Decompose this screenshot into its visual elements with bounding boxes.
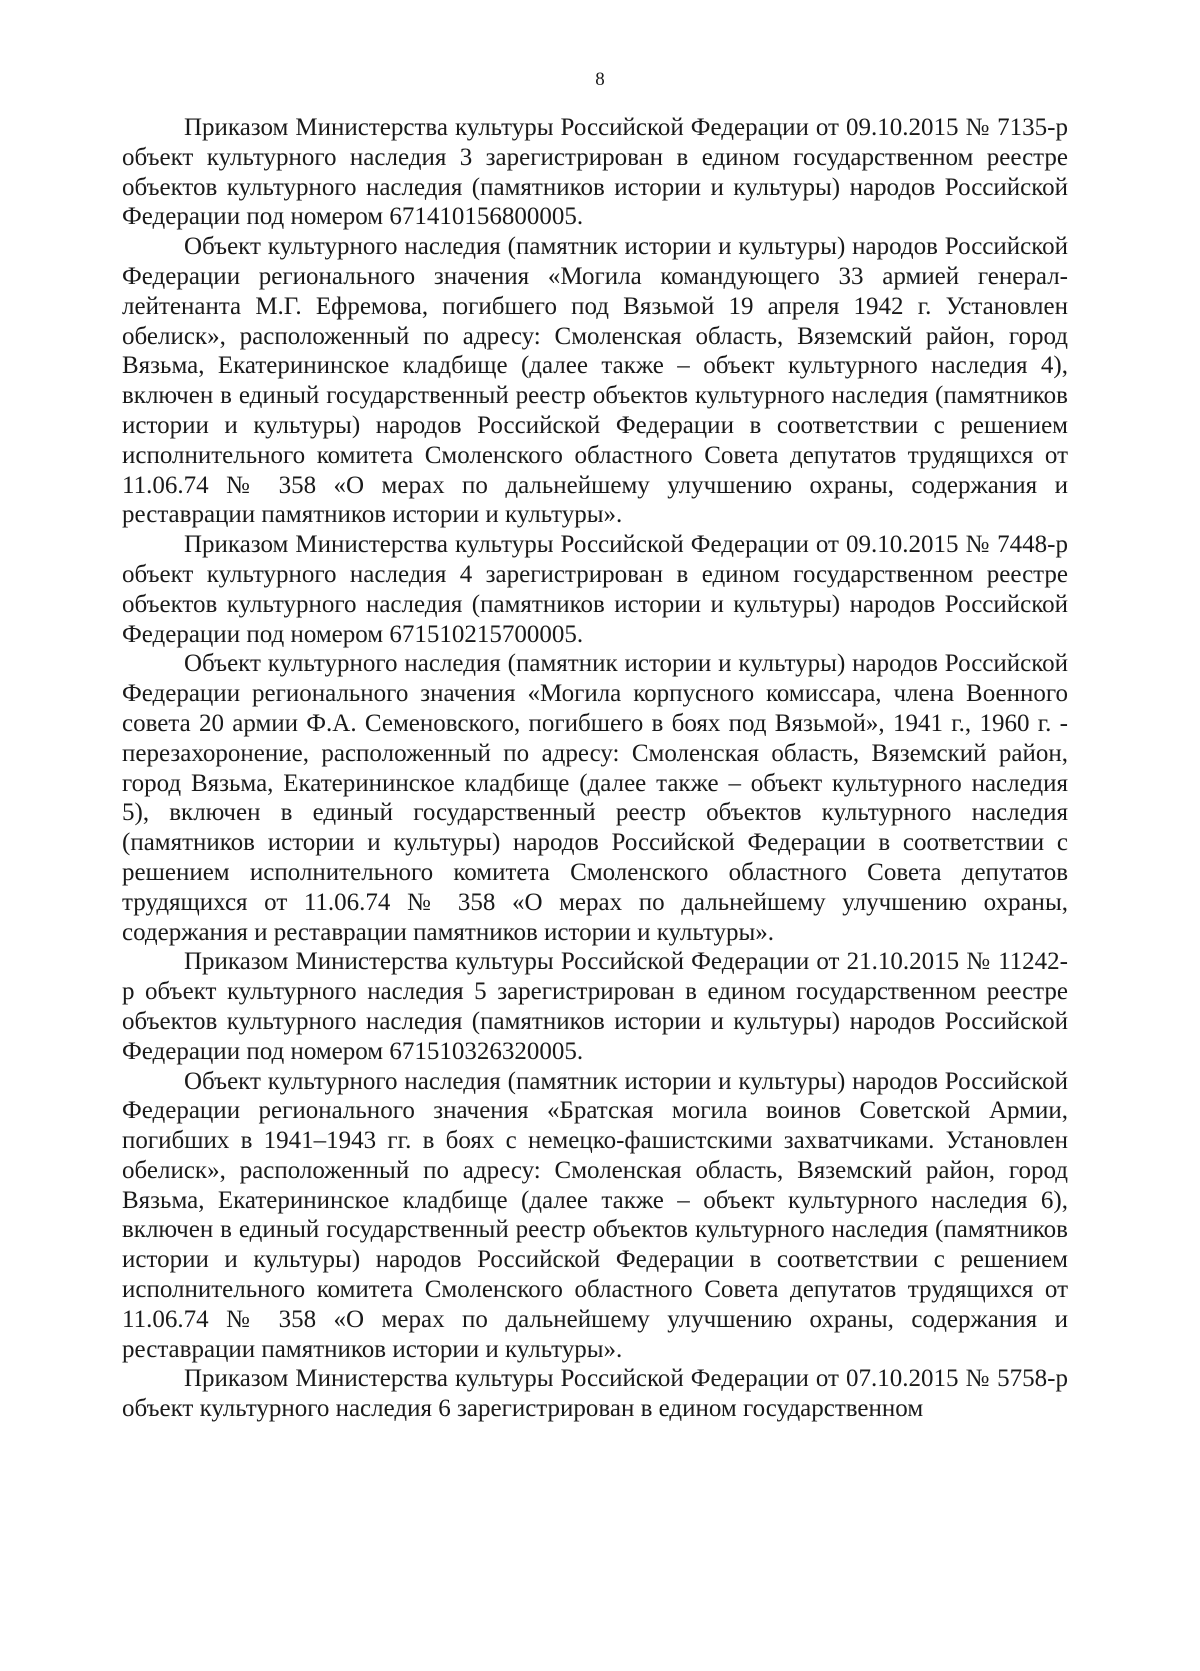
paragraph-order-heritage-4: Приказом Министерства культуры Российской Федерации от 09.10.2015 № 7448-р объект культурного наследия 4 зарегистрирован в едином государственном реестре объектов культурного наследия (памятников истории и культуры) народов Российской Федерации под номером 671510215700005. <box>122 531 1068 648</box>
document-body <box>122 113 1068 1424</box>
paragraph-heritage-object-4: Объект культурного наследия (памятник истории и культуры) народов Российской Федерации регионального значения «Могила командующего 33 армией генерал-лейтенанта М.Г. Ефремова, погибшего под Вязьмой 19 апреля 1942 г. Установлен обелиск», расположенный по адресу: Смоленская область, Вяземский район, город Вязьма, Екатерининское кладбище (далее также – объект культурного наследия 4), включен в единый государственный реестр объектов культурного наследия (памятников истории и культуры) народов Российской Федерации в соответствии с решением исполнительного комитета Смоленского областного Совета депутатов трудящихся от 11.06.74 № 358 «О мерах по дальнейшему улучшению охраны, содержания и реставрации памятников истории и культуры». <box>122 233 1068 529</box>
paragraph-heritage-object-5: Объект культурного наследия (памятник истории и культуры) народов Российской Федерации регионального значения «Могила корпусного комиссара, члена Военного совета 20 армии Ф.А. Семеновского, погибшего в боях под Вязьмой», 1941 г., 1960 г. - перезахоронение, расположенный по адресу: Смоленская область, Вяземский район, город Вязьма, Екатерининское кладбище (далее также – объект культурного наследия 5), включен в единый государственный реестр объектов культурного наследия (памятников истории и культуры) народов Российской Федерации в соответствии с решением исполнительного комитета Смоленского областного Совета депутатов трудящихся от 11.06.74 № 358 «О мерах по дальнейшему улучшению охраны, содержания и реставрации памятников истории и культуры». <box>122 650 1068 946</box>
paragraph-order-heritage-6: Приказом Министерства культуры Российской Федерации от 07.10.2015 № 5758-р объект культурного наследия 6 зарегистрирован в едином государственном <box>122 1365 1068 1423</box>
paragraph-order-heritage-3: Приказом Министерства культуры Российской Федерации от 09.10.2015 № 7135-р объект культурного наследия 3 зарегистрирован в едином государственном реестре объектов культурного наследия (памятников истории и культуры) народов Российской Федерации под номером 671410156800005. <box>122 114 1068 231</box>
page-number: 8 <box>595 69 605 90</box>
paragraph-order-heritage-5: Приказом Министерства культуры Российской Федерации от 21.10.2015 № 11242-р объект культурного наследия 5 зарегистрирован в едином государственном реестре объектов культурного наследия (памятников истории и культуры) народов Российской Федерации под номером 671510326320005. <box>122 948 1068 1065</box>
paragraph-heritage-object-6: Объект культурного наследия (памятник истории и культуры) народов Российской Федерации регионального значения «Братская могила воинов Советской Армии, погибших в 1941–1943 гг. в боях с немецко-фашистскими захватчиками. Установлен обелиск», расположенный по адресу: Смоленская область, Вяземский район, город Вязьма, Екатерининское кладбище (далее также – объект культурного наследия 6), включен в единый государственный реестр объектов культурного наследия (памятников истории и культуры) народов Российской Федерации в соответствии с решением исполнительного комитета Смоленского областного Совета депутатов трудящихся от 11.06.74 № 358 «О мерах по дальнейшему улучшению охраны, содержания и реставрации памятников истории и культуры». <box>122 1067 1068 1363</box>
